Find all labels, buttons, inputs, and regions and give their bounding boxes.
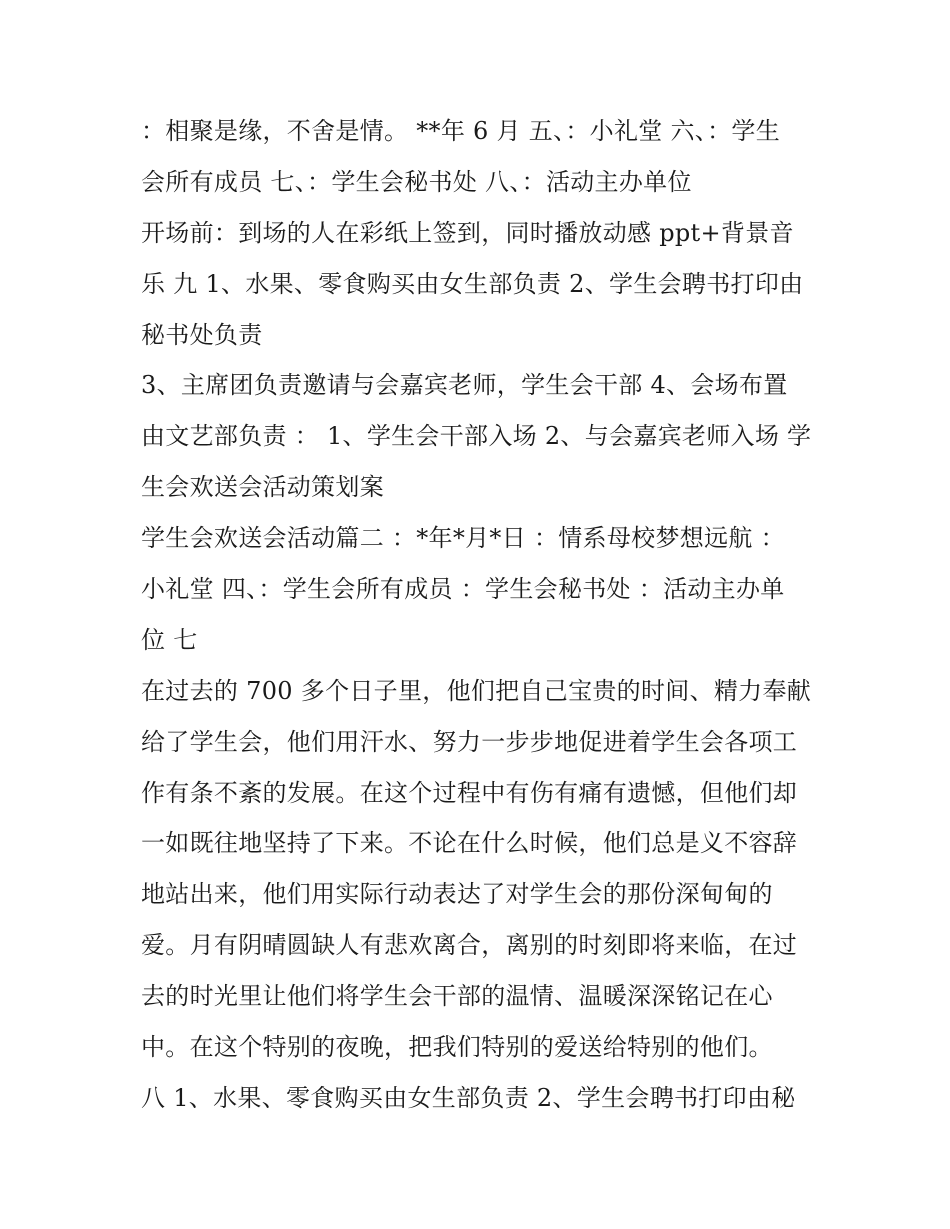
text-line: 在过去的 700 多个日子里，他们把自己宝贵的时间、精力奉献 (141, 676, 812, 705)
text-line: 去的时光里让他们将学生会干部的温情、温暖深深铭记在心 (141, 982, 773, 1011)
text-line: 中。在这个特别的夜晚，把我们特别的爱送给特别的他们。 (141, 1033, 773, 1062)
text-line: 秘书处负责 (141, 320, 263, 349)
document-body (141, 106, 821, 1124)
text-line: 由文艺部负责 ： 1、学生会干部入场 2、与会嘉宾老师入场 学 (141, 422, 812, 451)
text-line: 给了学生会，他们用汗水、努力一步步地促进着学生会各项工 (141, 727, 798, 756)
text-line: 地站出来，他们用实际行动表达了对学生会的那份深甸甸的 (141, 880, 773, 909)
text-line: 3、主席团负责邀请与会嘉宾老师，学生会干部 4、会场布置 (141, 371, 788, 400)
text-line: 会所有成员 七、：学生会秘书处 八、：活动主办单位 (141, 167, 692, 196)
text-line: 作有条不紊的发展。在这个过程中有伤有痛有遗憾，但他们却 (141, 778, 798, 807)
text-line: ：相聚是缘，不舍是情。 **年 6 月 五、：小礼堂 六、：学生 (141, 117, 781, 145)
text-line: 生会欢送会活动策划案 (141, 473, 384, 502)
text-line: 八 1、水果、零食购买由女生部负责 2、学生会聘书打印由秘 (141, 1083, 796, 1112)
text-line: 一如既往地坚持了下来。不论在什么时候，他们总是义不容辞 (141, 829, 798, 858)
text-line: 爱。月有阴晴圆缺人有悲欢离合，离别的时刻即将来临，在过 (141, 931, 798, 960)
text-line: 乐 九 1、水果、零食购买由女生部负责 2、学生会聘书打印由 (141, 269, 804, 298)
text-line: 小礼堂 四、：学生会所有成员 ：学生会秘书处 ：活动主办单 (141, 575, 785, 604)
text-line: 学生会欢送会活动篇二 ：*年*月*日 ：情系母校梦想远航 ： (141, 524, 785, 553)
text-line: 位 七 (141, 625, 198, 654)
text-line: 开场前：到场的人在彩纸上签到，同时播放动感 ppt+背景音 (141, 218, 794, 247)
